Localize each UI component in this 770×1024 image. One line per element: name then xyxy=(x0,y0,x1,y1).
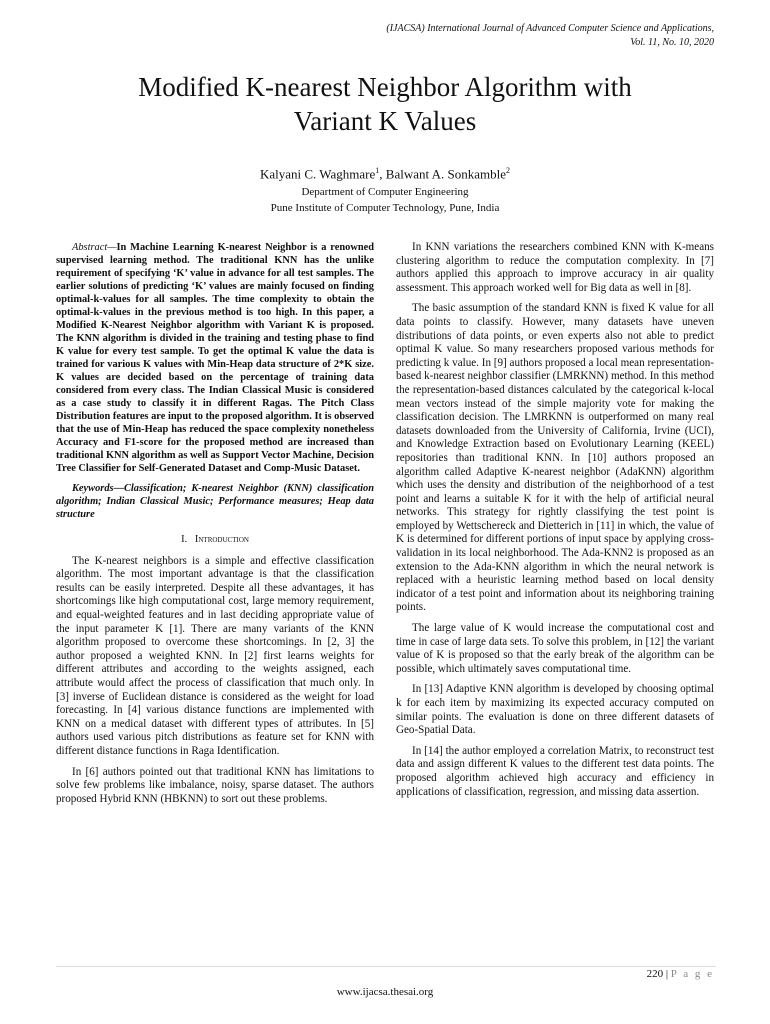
right-column xyxy=(396,241,714,806)
paper-title-line2: Variant K Values xyxy=(293,106,477,136)
page-number xyxy=(647,968,714,980)
author-2-affil-mark: 2 xyxy=(506,166,511,175)
body-paragraph: The basic assumption of the standard KNN is fixed K value for all data points to classify. However, many datasets have uneven distributions of data points, or even experts also not able to predict optimal K value. So many researchers proposed various methods for predicting k value. In [9] authors proposed a local mean representation-based k-nearest neighbor classifier (LMRKNN) method. In this method the representation-based distances calculated by the categorical k-local mean vectors instead of the simple majority vote for making the classification decision. The LMRKNN is outperformed on many real datasets downloaded from the University of California, Irvine (UCI), and Knowledge Extraction based on Evolutionary Learning (KEEL) repositories than traditional KNN. In [10] authors proposed an algorithm called Adaptive K-nearest neighbor (AdaKNN) algorithm which uses the density and distribution of the neighborhood of a test point and learns a suitable K for it with the help of artificial neural networks. This strategy for rightly classifying the test point is employed by Wettschereck and Dietterich in [11] in which, the value of K is determined for different portions of input space by applying cross-validation in its local neighborhood. The Ada-KNN2 is proposed as an extension to the Ada-KNN algorithm in which the neural network is replaced with a heuristic learning method based on local density indicator of a test point and information about its neighboring training points. xyxy=(396,302,714,614)
author-2: Balwant A. Sonkamble xyxy=(385,166,507,182)
abstract xyxy=(56,241,374,475)
journal-website: www.ijacsa.thesai.org xyxy=(336,986,434,998)
paper-title-line1: Modified K-nearest Neighbor Algorithm with xyxy=(138,72,632,102)
journal-header-line2: Vol. 11, No. 10, 2020 xyxy=(630,37,714,48)
body-paragraph: The large value of K would increase the computational cost and time in case of large data sets. To solve this problem, in [12] the variant value of K is proposed so that the early break of the algorithm can be possible, which ultimately saves computational time. xyxy=(396,622,714,675)
section-heading-introduction xyxy=(56,533,374,547)
journal-header xyxy=(386,22,714,50)
keywords: Keywords—Classification; K-nearest Neighbor (KNN) classification algorithm; Indian Classical Music; Performance measures; Heap data structure xyxy=(56,483,374,520)
author-separator: , xyxy=(379,166,386,182)
left-column xyxy=(56,241,374,813)
page-number-value: 220 xyxy=(646,968,664,980)
body-paragraph: In [14] the author employed a correlation Matrix, to reconstruct test data and assign different K values to the different test data points. The proposed algorithm achieved high accuracy and efficiency in applications of classification, regression, and missing data assertion. xyxy=(396,744,714,798)
page-number-separator: | xyxy=(663,968,671,980)
affiliation-department: Department of Computer Engineering xyxy=(301,186,469,198)
abstract-lead: Abstract— xyxy=(72,242,117,253)
author-1: Kalyani C. Waghmare xyxy=(259,166,376,182)
page-label: P a g e xyxy=(670,968,714,980)
section-number: I. xyxy=(181,534,188,545)
body-paragraph: In KNN variations the researchers combined KNN with K-means clustering algorithm to reduce the computation complexity. In [7] authors applied this approach to improve accuracy in air quality assessment. This approach worked well for Big data as well in [8]. xyxy=(396,241,714,294)
affiliation-institute: Pune Institute of Computer Technology, Pune, India xyxy=(270,202,500,214)
section-title: Introduction xyxy=(194,534,249,545)
journal-header-line1: (IJACSA) International Journal of Advanced Computer Science and Applications, xyxy=(386,23,714,34)
affiliation xyxy=(60,184,710,216)
paper-title xyxy=(60,70,710,138)
body-paragraph: The K-nearest neighbors is a simple and effective classification algorithm. The most important advantage is that the classification results can be easily interpreted. Despite all these advantages, it has shortcomings like high computational cost, large memory requirement, and equal-weighted features and in last deciding appropriate value of the input parameter K [1]. There are many variants of the KNN algorithm proposed to overcome these shortcomings. In [2, 3] the author proposed a weighted KNN. In [2] first learns weights for different attributes and according to the weights assigned, each attribute would affect the process of classification that much only. In [3] inverse of Euclidean distance is considered as the weight for load forecasting. In [4] various distance functions are implemented with KNN on a medical dataset with different types of attributes. In [5] authors used various pitch distributions as feature set for KNN with different distance functions in Raga Identification. xyxy=(56,554,374,757)
author-1-affil-mark: 1 xyxy=(375,166,380,175)
author-list xyxy=(60,163,710,182)
body-paragraph: In [6] authors pointed out that traditional KNN has limitations to solve few problems like imbalance, noisy, sparse dataset. The authors proposed Hybrid KNN (HBKNN) to sort out these problems. xyxy=(56,765,374,805)
body-paragraph: In [13] Adaptive KNN algorithm is developed by choosing optimal k for each item by maximizing its expected accuracy computed on similar points. The evaluation is done on three different datasets of Geo-Spatial Data. xyxy=(396,683,714,737)
abstract-text: In Machine Learning K-nearest Neighbor is a renowned supervised learning method. The traditional KNN has the unlike requirement of specifying ‘K’ value in advance for all test samples. The earlier solutions of predicting ‘K’ values are mainly focused on finding optimal-k-values for all samples. The time complexity to obtain the optimal-k-values in the previous method is too high. In this paper, a Modified K-Nearest Neighbor algorithm with Variant K is proposed. The KNN algorithm is divided in the training and testing phase to find K value for every test sample. To get the optimal K value the data is trained for various K values with Min-Heap data structure of 2*K size. K values are decided based on the percentage of training data considered from every class. The Indian Classical Music is considered as a case study to classify it in different Ragas. The Pitch Class Distribution features are input to the proposed algorithm. It is observed that the use of Min-Heap has reduced the space complexity nonetheless Accuracy and F1-score for the proposed method are increased than traditional KNN algorithm as well as Support Vector Machine, Decision Tree Classifier for Self-Generated Dataset and Comp-Music Dataset. xyxy=(56,242,374,474)
footer-divider xyxy=(56,966,716,967)
